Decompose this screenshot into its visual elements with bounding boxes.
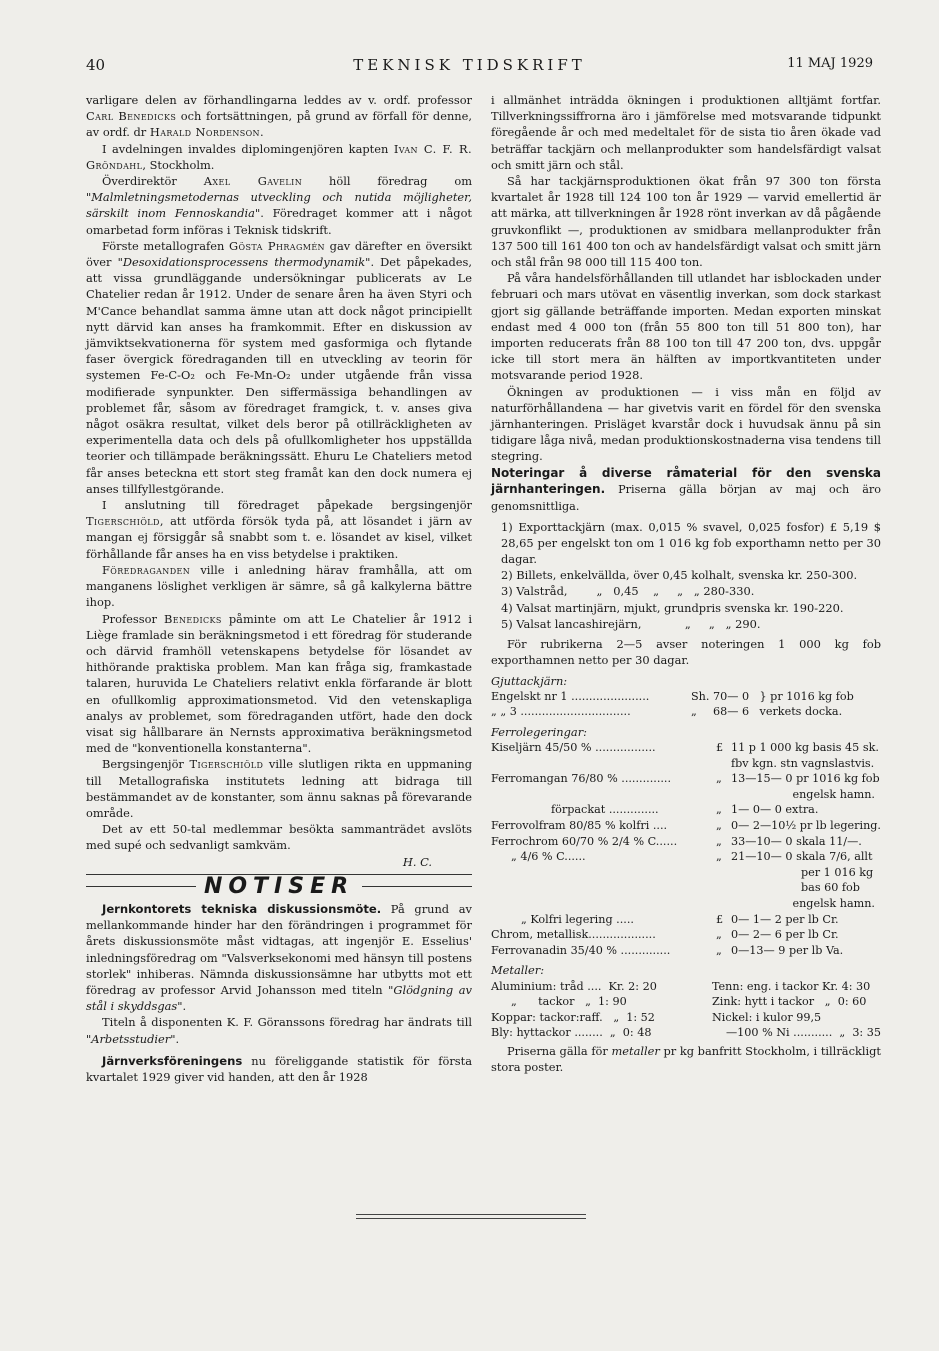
table-row: bas 60 fob <box>801 881 860 895</box>
page-header <box>0 56 939 78</box>
divider <box>362 886 472 887</box>
notice-heading: Järnverksföreningens <box>102 1053 243 1068</box>
notice-paragraph: Jernkontorets tekniska diskussionsmöte. På grund av mellankommande hinder har den förändringen i programmet för årets diskussionsmöte måst vidtagas, att ingenjör E. Esselius' inledningsföredrag om "Valsverksekonomi med hänsyn till postens storlek" inhiberas. Nämnda diskussionsämne har utbytts mot ett föredrag av professor Arvid Johansson med titeln "Glödgning av stål i skyddsgas". <box>86 901 472 1014</box>
table-row: „ „ 3 ............................... „ 68— 6 verkets docka. <box>491 705 843 719</box>
signature: H. C. <box>402 854 432 869</box>
table-row: Ferrovolfram 80/85 % kolfri .... „ 0— 2—10½ pr lb legering. <box>491 819 881 833</box>
paragraph: Professor Benedicks påminte om att Le Chatelier år 1912 i Liège framlade sin beräkningsmetod i ett föredrag för studerande och därvid framhöll vetenskapens betydelse för lösandet av hithörande praktiska problem. Man kan fråga sig, framkastade talaren, huruvida Le Chateliers relativt enkla förfarande är blott en ofullkomlig approximationsmetod. Vid den vetenskapliga analys av problemet, som föredraganden utfört, hade den dock visat sig hållbarare än Nernsts approximativa beräkningsmetod med de "konventionella konstanterna". <box>86 611 472 756</box>
price-list <box>491 519 881 632</box>
right-column <box>491 92 881 1075</box>
table-row: Ferromangan 76/80 % .............. „ 13—15— 0 pr 1016 kg fob <box>491 772 880 786</box>
table-row: Koppar: tackor:raff. „ 1: 52 Nickel: i kulor 99,5 <box>491 1010 822 1024</box>
table-row: engelsk hamn. <box>792 787 875 801</box>
divider <box>86 886 196 887</box>
notice-heading: Jernkontorets tekniska diskussionsmöte. <box>102 901 382 916</box>
divider <box>356 1218 586 1219</box>
table-row: per 1 016 kg <box>801 865 874 879</box>
journal-title: TEKNISK TIDSKRIFT <box>353 56 586 74</box>
paragraph: Det av ett 50-tal medlemmar besökta sammanträdet avslöts med supé och sedvanligt samkväm. <box>86 822 472 853</box>
table-row: fbv kgn. stn vagnslastvis. <box>731 756 875 770</box>
paragraph: I avdelningen invaldes diplomingenjören kapten Ivan C. F. R. Gröndahl, Stockholm. <box>86 141 472 172</box>
paragraph: varligare delen av förhandlingarna leddes av v. ordf. professor Carl Benedicks och fortsättningen, på grund av förfall för denne, av ordf. dr Harald Nordenson. <box>86 93 472 140</box>
group-heading: Gjuttackjärn: <box>491 673 568 688</box>
table-row: Bly: hyttackor ........ „ 0: 48 —100 % Ni ........... „ 3: 35 <box>491 1026 881 1040</box>
page-number: 40 <box>86 56 106 74</box>
paragraph: i allmänhet inträdda ökningen i produktionen alltjämt fortfar. Tillverkningssiffrorna äro i jämförelse med motsvarande tidpunkt föregående år och med medeltalet för de sista tio åren ökade vad beträffar tackjärn och mellanprodukter som handelsfärdigt valsat och smitt järn och stål. <box>491 93 881 172</box>
group-heading: Metaller: <box>491 963 545 978</box>
table-row: engelsk hamn. <box>792 897 875 911</box>
paragraph: Ökningen av produktionen — i viss mån en följd av naturförhållandena — har givetvis varit en fördel för den svenska järnhanteringen. Prisläget kvarstår dock i huvudsak ännu på sin tidigare låga nivå, medan produktionskostnaderna visa tendens till stegring. <box>491 384 881 464</box>
list-item: 3) Valstråd, „ 0,45 „ „ „ 280-330. <box>501 584 755 599</box>
left-column <box>86 92 472 1085</box>
section-heading <box>86 873 472 899</box>
table-row: förpackat .............. „ 1— 0— 0 extra. <box>551 803 819 817</box>
price-table <box>491 740 881 958</box>
issue-date: 11 MAJ 1929 <box>787 56 873 71</box>
prices-heading: Noteringar å diverse råmaterial för den svenska järnhanteringen. Priserna gälla början av maj och äro genomsnittliga. <box>491 465 881 513</box>
notiser-title: NOTISER <box>203 873 355 899</box>
paragraph: Så har tackjärnsproduktionen ökat från 97 300 ton första kvartalet år 1928 till 124 100 ton år 1929 — varvid emellertid är att märka, att tillverkningen år 1928 rönt inverkan av då pågående gruvkonflikt —, produktionen av smidbara mellanprodukter från 137 500 till 161 400 ton och av handelsfärdigt valsat och smitt järn och stål från 98 000 till 115 400 ton. <box>491 174 881 270</box>
notice-paragraph: Titeln å disponenten K. F. Göranssons föredrag har ändrats till "Arbetsstudier". <box>86 1015 472 1046</box>
list-item: 5) Valsat lancashirejärn, „ „ „ 290. <box>501 616 761 631</box>
person-name: Ivan C. F. R. Gröndahl <box>86 141 472 172</box>
paragraph: Föredraganden ville i anledning härav framhålla, att om manganens löslighet verkligen är sämre, så gå kalkylerna bättre ihop. <box>86 562 472 610</box>
table-row: Ferrovanadin 35/40 % .............. „ 0—13— 9 per lb Va. <box>491 943 844 957</box>
metals-table <box>491 979 881 1041</box>
person-name: Föredraganden <box>102 562 191 577</box>
person-name: Harald Nordenson <box>149 125 260 140</box>
paragraph: För rubrikerna 2—5 avser noteringen 1 000 kg fob exporthamnen netto per 30 dagar. <box>491 637 881 668</box>
table-row: Engelskt nr 1 ...................... Sh. 70— 0 } pr 1016 kg fob <box>491 689 854 703</box>
table-row: „ tackor „ 1: 90 Zink: hytt i tackor „ 0: 60 <box>511 995 867 1009</box>
group-heading: Ferrolegeringar: <box>491 724 587 739</box>
person-name: Benedicks <box>164 611 222 626</box>
divider <box>356 1214 586 1215</box>
table-row: „ Kolfri legering ..... £ 0— 1— 2 per lb Cr. <box>521 912 839 926</box>
paragraph: Bergsingenjör Tigerschiöld ville slutligen rikta en uppmaning till Metallografiska institutets ledning att bidraga till bestämmandet av de konstanter, som ännu saknas på förevarande område. <box>86 757 472 820</box>
list-item: 4) Valsat martinjärn, mjukt, grundpris svenska kr. 190-220. <box>501 600 844 615</box>
list-item: 2) Billets, enkelvällda, över 0,45 kolhalt, svenska kr. 250-300. <box>501 568 858 583</box>
lecture-title: "Desoxidationsprocessens thermodynamik" <box>117 255 371 270</box>
lecture-title: "Malmletningsmetodernas utveckling och nutida möjligheter, särskilt inom Fennoskandia" <box>86 190 472 221</box>
table-row: „ 4/6 % C...... „ 21—10— 0 skala 7/6, allt <box>511 850 873 864</box>
person-name: Tigerschiöld <box>189 757 264 772</box>
price-table <box>491 689 881 720</box>
table-row: Chrom, metallisk................... „ 0— 2— 6 per lb Cr. <box>491 928 839 942</box>
paragraph: I anslutning till föredraget påpekade bergsingenjör Tigerschiöld, att utförda försök tyda på, att lösandet i järn av mangan ej försiggår så snabbt som t. e. lösandet av kisel, vilket förhållande får anses ha en viss betydelse i praktiken. <box>86 498 472 561</box>
paragraph: Priserna gälla för metaller pr kg banfritt Stockholm, i tillräckligt stora poster. <box>491 1043 882 1075</box>
paragraph: På våra handelsförhållanden till utlandet har isblockaden under februari och mars utövat en väsentlig inverkan, som dock starkast gjort sig gällande beträffande importen. Medan exporten minskat endast med 4 000 ton (från 55 800 ton till 51 800 ton), har importen reducerats från 88 100 ton till 47 200 ton, dvs. uppgår icke till stort mera än hälften av importkvantiteten under motsvarande period 1928. <box>491 271 881 383</box>
person-name: Carl Benedicks <box>86 109 177 124</box>
paragraph: Överdirektör Axel Gavelin höll föredrag om "Malmletningsmetodernas utveckling och nutida möjligheter, särskilt inom Fennoskandia". Föredraget kommer att i något omarbetad form införas i Teknisk tidskrift. <box>86 174 473 237</box>
notice-paragraph: Järnverksföreningens nu föreliggande statistik för första kvartalet 1929 giver vid handen, att den år 1928 <box>86 1053 472 1084</box>
person-name: Gösta Phragmén <box>229 238 325 253</box>
table-row: Aluminium: tråd .... Kr. 2: 20 Tenn: eng. i tackor Kr. 4: 30 <box>491 979 871 993</box>
table-row: Ferrochrom 60/70 % 2/4 % C...... „ 33—10— 0 skala 11/—. <box>491 834 862 848</box>
list-item: 1) Exporttackjärn (max. 0,015 % svavel, 0,025 fosfor) £ 5,19 $ 28,65 per engelskt ton om 1 016 kg fob exporthamn netto per 30 dagar. <box>501 519 881 567</box>
table-row: Kiseljärn 45/50 % ................. £ 11 p 1 000 kg basis 45 sk. <box>491 741 879 755</box>
person-name: Tigerschiöld <box>86 514 160 529</box>
paragraph: Förste metallografen Gösta Phragmén gav därefter en översikt över "Desoxidationsprocessens thermodynamik". Det påpekades, att vissa grundläggande undersökningar publicerats av Le Chatelier redan år 1912. Under de senare åren ha även Styri och M'Cance behandlat samma ämne utan att dock något principiellt nytt därvid kan anses ha framkommit. Efter en diskussion av jämviktsekvationerna för system med gasformiga och flytande faser övergick föredraganden till en utveckling av teorin för systemen Fe-C-O₂ och Fe-Mn-O₂ under utgående från vissa modifierade synpunkter. Den siffermässiga behandlingen av problemet får, såsom av föredraget framgick, t. v. anses giva något osäkra resultat, vilket dels beror på otillräckligheten av experimentella data och dels på ofullkomligheter hos uppställda teorier och tillämpade beräkningssätt. Ehuru Le Chateliers metod får anses beteckna ett stort steg framåt kan den dock numera ej anses tillfyllestgörande. <box>86 238 473 496</box>
person-name: Axel Gavelin <box>203 174 303 189</box>
